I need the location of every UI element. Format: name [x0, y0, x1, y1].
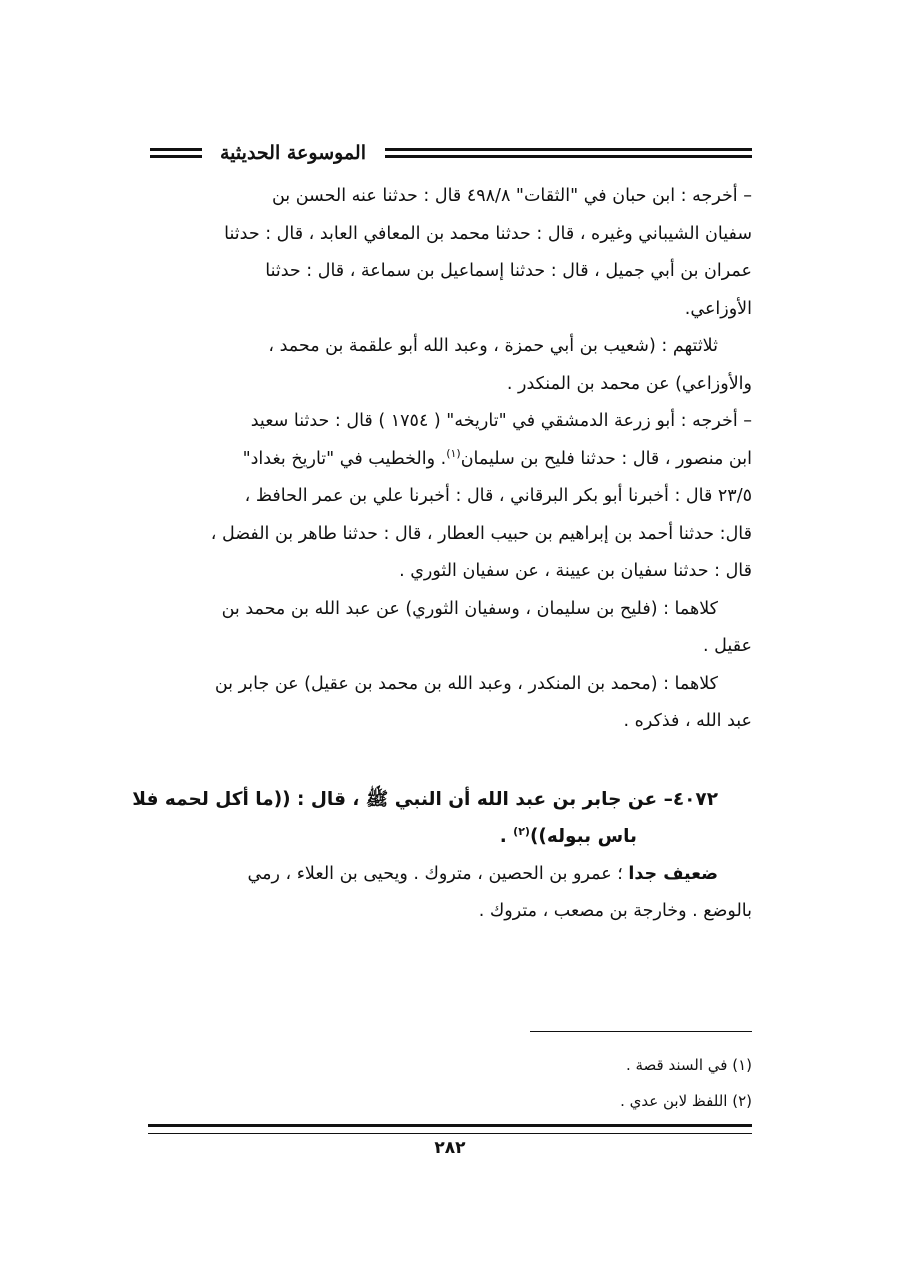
text-line: ثلاثتهم : (شعيب بن أبي حمزة ، وعبد الله أبو علقمة بن محمد ، [268, 336, 718, 356]
text-segment: . والخطيب في "تاريخ بغداد" [242, 448, 447, 469]
page-number: ٢٨٢ [434, 1138, 466, 1158]
grading-line: بالوضع . وخارجة بن مصعب ، متروك . [478, 901, 752, 921]
hadith-text: باس ببوله)) [529, 826, 637, 847]
main-text [132, 178, 752, 931]
footnote-2: (٢) اللفظ لابن عدي . [620, 1092, 752, 1110]
text-line: – أخرجه : ابن حبان في "الثقات" ٤٩٨/٨ قال : حدثنا عنه الحسن بن [271, 186, 752, 206]
footnotes [150, 1047, 752, 1119]
text-line: عبد الله ، فذكره . [623, 711, 752, 731]
grading-label: ضعيف جدا [628, 863, 718, 884]
text-line: ٢٣/٥ قال : أخبرنا أبو بكر البرقاني ، قال : أخبرنا علي بن عمر الحافظ ، [244, 486, 752, 506]
text-line: عقيل . [703, 636, 752, 656]
header-title: الموسوعة الحديثية [220, 142, 366, 164]
text-line: الأوزاعي. [684, 298, 752, 319]
section-gap [150, 741, 752, 781]
header-rule-left [150, 148, 202, 158]
text-line [150, 441, 752, 479]
footnote-ref-1[interactable]: (١) [446, 446, 461, 460]
header-rule-right [385, 148, 752, 158]
text-line: قال : حدثنا سفيان بن عيينة ، عن سفيان الثوري . [399, 561, 752, 581]
text-line: كلاهما : (محمد بن المنكدر ، وعبد الله بن محمد بن عقيل) عن جابر بن [214, 673, 718, 694]
footnote-1: (١) في السند قصة . [625, 1056, 752, 1074]
running-header [150, 140, 752, 166]
text-line: والأوزاعي) عن محمد بن المنكدر . [506, 373, 752, 394]
text-line: كلاهما : (فليح بن سليمان ، وسفيان الثوري) عن عبد الله بن محمد بن [221, 598, 718, 619]
text-line: سفيان الشيباني وغيره ، قال : حدثنا محمد بن المعافي العابد ، قال : حدثنا [224, 223, 752, 244]
grading-text: ؛ عمرو بن الحصين ، متروك . ويحيى بن العلاء ، رمي [247, 863, 629, 884]
hadith-text-end: . [499, 826, 514, 847]
footnote-separator [530, 1031, 752, 1032]
text-segment: ابن منصور ، قال : حدثنا فليح بن سليمان [460, 448, 752, 469]
text-line: قال: حدثنا أحمد بن إبراهيم بن حبيب العطار ، قال : حدثنا طاهر بن الفضل ، [210, 523, 752, 544]
text-line: – أخرجه : أبو زرعة الدمشقي في "تاريخه" ( ١٧٥٤ ) قال : حدثنا سعيد [250, 411, 752, 431]
text-line: عمران بن أبي جميل ، قال : حدثنا إسماعيل بن سماعة ، قال : حدثنا [265, 261, 752, 281]
grading-line [150, 856, 752, 894]
hadith-line [150, 818, 752, 856]
hadith-line: ٤٠٧٢– عن جابر بن عبد الله أن النبي ﷺ ، قال : ((ما أكل لحمه فلا [132, 788, 718, 810]
bottom-rule [148, 1124, 752, 1134]
footnote-ref-2[interactable]: (٢) [513, 824, 530, 838]
